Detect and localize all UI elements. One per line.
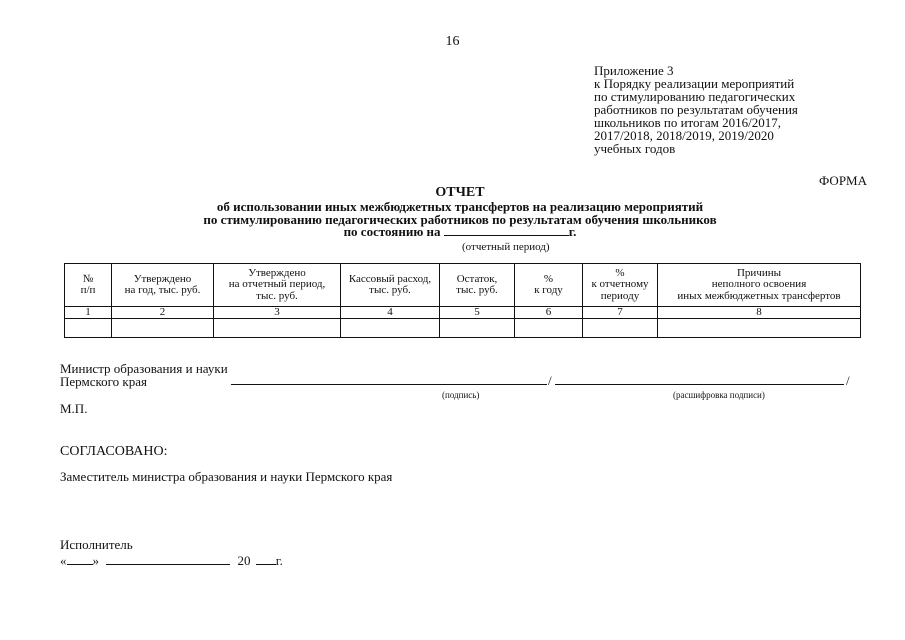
executor-label: Исполнитель xyxy=(60,537,133,552)
column-number: 2 xyxy=(112,307,214,319)
report-date-row xyxy=(0,224,905,240)
header-text: периоду xyxy=(600,289,640,302)
table-cell[interactable] xyxy=(515,319,583,338)
appendix-line: к Порядку реализации мероприятий xyxy=(594,76,795,91)
column-number: 5 xyxy=(440,307,515,319)
header-cell-percent-year xyxy=(515,264,583,307)
table-cell[interactable] xyxy=(112,319,214,338)
column-number: 3 xyxy=(214,307,341,319)
appendix-line: работников по результатам обучения xyxy=(594,102,798,117)
header-text: тыс. руб. xyxy=(456,284,498,296)
header-text: Утверждено xyxy=(133,272,192,285)
column-number: 4 xyxy=(341,307,440,319)
header-text: на год, тыс. руб. xyxy=(124,284,201,296)
caption-signature: (подпись) xyxy=(442,390,480,400)
page-number: 16 xyxy=(445,34,460,49)
signatory-line2: Пермского края xyxy=(60,374,147,389)
table-cell[interactable] xyxy=(658,319,861,338)
date-open-quote: « xyxy=(60,553,67,568)
table-cell[interactable] xyxy=(214,319,341,338)
header-cell-approved-year xyxy=(112,264,214,307)
date-blank-field[interactable] xyxy=(444,224,569,236)
table-cell[interactable] xyxy=(341,319,440,338)
table-header-row xyxy=(65,264,861,307)
header-cell-percent-period xyxy=(583,264,658,307)
header-cell-reasons xyxy=(658,264,861,307)
period-caption: (отчетный период) xyxy=(462,241,550,253)
header-text: Остаток, xyxy=(456,272,498,285)
header-text: к отчетному xyxy=(591,278,649,291)
header-text: № xyxy=(82,272,94,285)
executor-date-line xyxy=(60,553,283,569)
header-cell-cash-expense xyxy=(341,264,440,307)
report-title xyxy=(0,186,905,227)
report-subtitle-line2: по стимулированию педагогических работников по результатам обучения школьников xyxy=(203,212,717,227)
column-number: 7 xyxy=(583,307,658,319)
table-cell[interactable] xyxy=(65,319,112,338)
report-subtitle-line1: об использовании иных межбюджетных трансфертов на реализацию мероприятий xyxy=(216,198,704,214)
header-cell-number xyxy=(65,264,112,307)
caption-decode: (расшифровка подписи) xyxy=(673,390,765,400)
appendix-line: школьников по итогам 2016/2017, xyxy=(594,115,781,130)
signature-slash: / xyxy=(548,373,552,388)
header-text: п/п xyxy=(80,284,96,296)
stamp-place: М.П. xyxy=(60,401,88,416)
table-row xyxy=(65,319,861,338)
column-number: 1 xyxy=(65,307,112,319)
year-prefix: 20 xyxy=(237,553,251,568)
signatory-line1: Министр образования и науки xyxy=(60,361,228,376)
header-text: тыс. руб. xyxy=(256,289,298,302)
day-blank-field[interactable] xyxy=(67,553,93,565)
date-close-quote: » xyxy=(92,553,99,568)
month-blank-field[interactable] xyxy=(106,553,230,565)
report-table xyxy=(64,263,861,338)
header-text: к году xyxy=(534,284,563,296)
report-heading: ОТЧЕТ xyxy=(435,185,485,200)
agreed-heading: СОГЛАСОВАНО: xyxy=(60,444,168,459)
year-suffix: г. xyxy=(275,553,283,568)
column-number: 6 xyxy=(515,307,583,319)
appendix-line: учебных годов xyxy=(594,141,676,156)
signatory-org xyxy=(60,362,228,388)
signature-slash: / xyxy=(846,373,850,388)
appendix-line: 2017/2018, 2018/2019, 2019/2020 xyxy=(594,128,774,143)
header-text: неполного освоения xyxy=(711,278,807,291)
date-suffix: г. xyxy=(568,224,577,239)
table-cell[interactable] xyxy=(583,319,658,338)
header-text: % xyxy=(543,272,554,285)
header-cell-approved-period xyxy=(214,264,341,307)
header-cell-balance xyxy=(440,264,515,307)
column-number-row xyxy=(65,307,861,319)
header-text: иных межбюджетных трансфертов xyxy=(677,289,841,302)
date-prefix: по состоянию на xyxy=(343,224,441,239)
deputy-line: Заместитель министра образования и науки Пермского края xyxy=(60,469,393,484)
header-text: Утверждено xyxy=(248,266,306,279)
signature-field[interactable] xyxy=(231,384,547,385)
column-number: 8 xyxy=(658,307,861,319)
year-blank-field[interactable] xyxy=(256,553,276,565)
appendix-note xyxy=(594,64,894,155)
signature-decode-field[interactable] xyxy=(555,384,844,385)
table-cell[interactable] xyxy=(440,319,515,338)
header-text: Причины xyxy=(736,266,782,279)
form-label: ФОРМА xyxy=(819,173,867,188)
appendix-line: Приложение 3 xyxy=(594,63,674,78)
header-text: Кассовый расход, xyxy=(348,272,432,285)
header-text: на отчетный период, xyxy=(228,278,326,291)
header-text: тыс. руб. xyxy=(369,284,411,296)
appendix-line: по стимулированию педагогических xyxy=(594,89,796,104)
header-text: % xyxy=(615,266,625,279)
